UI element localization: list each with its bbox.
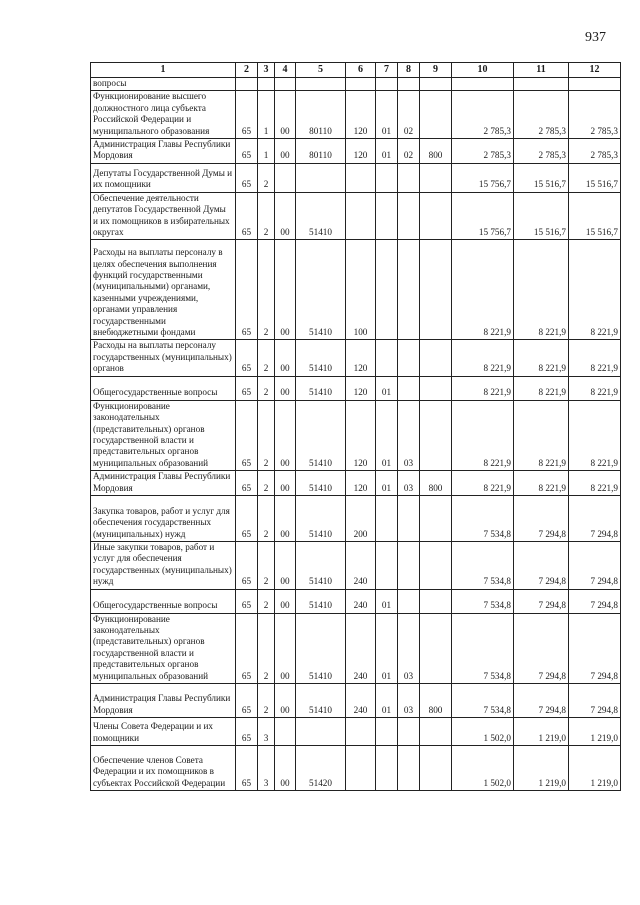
code-ministry: 65 xyxy=(236,589,258,613)
table-row xyxy=(91,139,621,164)
code-recipient xyxy=(420,340,452,376)
code-recipient xyxy=(420,400,452,470)
code-program: 00 xyxy=(275,613,296,683)
code-ministry: 65 xyxy=(236,163,258,192)
code-target: 51410 xyxy=(296,589,346,613)
code-section: 2 xyxy=(258,541,275,589)
amount-col-11: 15 516,7 xyxy=(514,192,569,240)
code-program: 00 xyxy=(275,340,296,376)
table-row xyxy=(91,746,621,791)
amount-col-10: 8 221,9 xyxy=(452,240,514,340)
code-section: 3 xyxy=(258,746,275,791)
code-expense-type xyxy=(346,192,376,240)
code-section xyxy=(258,78,275,91)
code-target xyxy=(296,718,346,746)
row-name: Обеспечение членов Совета Федерации и их помощников в субъектах Российской Федерации xyxy=(91,746,236,791)
code-subsection-detail xyxy=(398,192,420,240)
code-expense-type: 240 xyxy=(346,684,376,718)
amount-col-10: 2 785,3 xyxy=(452,91,514,139)
amount-col-10: 8 221,9 xyxy=(452,340,514,376)
code-recipient xyxy=(420,613,452,683)
code-recipient xyxy=(420,192,452,240)
code-subsection xyxy=(376,78,398,91)
code-subsection xyxy=(376,240,398,340)
code-target: 51410 xyxy=(296,613,346,683)
row-name: Функционирование высшего должностного лица субъекта Российской Федерации и муниципального образования xyxy=(91,91,236,139)
table-row xyxy=(91,376,621,400)
code-section: 2 xyxy=(258,589,275,613)
column-header: 10 xyxy=(452,63,514,78)
code-section: 3 xyxy=(258,718,275,746)
code-expense-type xyxy=(346,163,376,192)
amount-col-10: 15 756,7 xyxy=(452,163,514,192)
table-row xyxy=(91,718,621,746)
code-section: 2 xyxy=(258,163,275,192)
code-subsection-detail xyxy=(398,746,420,791)
row-name: вопросы xyxy=(91,78,236,91)
code-program xyxy=(275,78,296,91)
code-subsection-detail xyxy=(398,541,420,589)
row-name: Общегосударственные вопросы xyxy=(91,589,236,613)
amount-col-12: 8 221,9 xyxy=(569,376,621,400)
code-ministry: 65 xyxy=(236,192,258,240)
row-name: Расходы на выплаты персоналу в целях обеспечения выполнения функций государственными (муниципальными) органами, казенными учреждениями, органами управления государственными внебюджетными фондами xyxy=(91,240,236,340)
row-name: Закупка товаров, работ и услуг для обеспечения государственных (муниципальных) нужд xyxy=(91,495,236,541)
code-target: 80110 xyxy=(296,91,346,139)
code-program: 00 xyxy=(275,192,296,240)
code-target: 51410 xyxy=(296,192,346,240)
amount-col-11 xyxy=(514,78,569,91)
code-recipient xyxy=(420,746,452,791)
page-number: 937 xyxy=(585,30,606,45)
code-subsection: 01 xyxy=(376,589,398,613)
code-target: 80110 xyxy=(296,139,346,164)
code-section: 2 xyxy=(258,376,275,400)
code-ministry: 65 xyxy=(236,139,258,164)
code-recipient xyxy=(420,163,452,192)
column-header: 12 xyxy=(569,63,621,78)
amount-col-12: 7 294,8 xyxy=(569,495,621,541)
code-subsection xyxy=(376,541,398,589)
row-name: Функционирование законодательных (представительных) органов государственной власти и представительных органов муниципальных образований xyxy=(91,400,236,470)
code-expense-type: 120 xyxy=(346,376,376,400)
code-recipient xyxy=(420,541,452,589)
amount-col-11: 7 294,8 xyxy=(514,541,569,589)
table-row xyxy=(91,78,621,91)
code-ministry: 65 xyxy=(236,746,258,791)
code-subsection xyxy=(376,192,398,240)
amount-col-10: 2 785,3 xyxy=(452,139,514,164)
code-program: 00 xyxy=(275,400,296,470)
code-expense-type: 120 xyxy=(346,471,376,496)
code-subsection-detail: 03 xyxy=(398,684,420,718)
code-section: 1 xyxy=(258,139,275,164)
code-subsection: 01 xyxy=(376,376,398,400)
code-subsection-detail: 02 xyxy=(398,139,420,164)
amount-col-10: 8 221,9 xyxy=(452,376,514,400)
amount-col-10: 8 221,9 xyxy=(452,471,514,496)
row-name: Общегосударственные вопросы xyxy=(91,376,236,400)
row-name: Функционирование законодательных (представительных) органов государственной власти и представительных органов муниципальных образований xyxy=(91,613,236,683)
code-recipient: 800 xyxy=(420,139,452,164)
code-recipient xyxy=(420,240,452,340)
code-subsection xyxy=(376,495,398,541)
code-section: 2 xyxy=(258,495,275,541)
code-target: 51410 xyxy=(296,541,346,589)
code-expense-type: 240 xyxy=(346,613,376,683)
amount-col-11: 8 221,9 xyxy=(514,376,569,400)
table-row xyxy=(91,471,621,496)
row-name: Члены Совета Федерации и их помощники xyxy=(91,718,236,746)
code-subsection: 01 xyxy=(376,684,398,718)
code-expense-type: 120 xyxy=(346,139,376,164)
code-program: 00 xyxy=(275,541,296,589)
code-subsection: 01 xyxy=(376,400,398,470)
code-subsection xyxy=(376,340,398,376)
amount-col-11: 15 516,7 xyxy=(514,163,569,192)
column-header: 7 xyxy=(376,63,398,78)
code-recipient xyxy=(420,718,452,746)
code-subsection: 01 xyxy=(376,139,398,164)
code-recipient xyxy=(420,589,452,613)
code-program: 00 xyxy=(275,471,296,496)
row-name: Администрация Главы Республики Мордовия xyxy=(91,684,236,718)
amount-col-10: 15 756,7 xyxy=(452,192,514,240)
table-row xyxy=(91,91,621,139)
code-target: 51410 xyxy=(296,495,346,541)
code-subsection: 01 xyxy=(376,613,398,683)
column-header: 11 xyxy=(514,63,569,78)
code-expense-type: 120 xyxy=(346,340,376,376)
code-section: 2 xyxy=(258,240,275,340)
code-ministry: 65 xyxy=(236,684,258,718)
code-expense-type: 100 xyxy=(346,240,376,340)
code-section: 2 xyxy=(258,192,275,240)
code-section: 2 xyxy=(258,340,275,376)
table-row xyxy=(91,589,621,613)
column-header: 2 xyxy=(236,63,258,78)
code-expense-type xyxy=(346,78,376,91)
code-target: 51410 xyxy=(296,340,346,376)
code-ministry: 65 xyxy=(236,613,258,683)
amount-col-11: 2 785,3 xyxy=(514,139,569,164)
table-row xyxy=(91,340,621,376)
table-row xyxy=(91,684,621,718)
code-ministry: 65 xyxy=(236,240,258,340)
amount-col-12: 7 294,8 xyxy=(569,589,621,613)
amount-col-11: 8 221,9 xyxy=(514,240,569,340)
amount-col-11: 7 294,8 xyxy=(514,495,569,541)
code-subsection-detail xyxy=(398,340,420,376)
code-ministry: 65 xyxy=(236,340,258,376)
code-target: 51410 xyxy=(296,684,346,718)
amount-col-11: 1 219,0 xyxy=(514,746,569,791)
code-ministry: 65 xyxy=(236,376,258,400)
code-section: 2 xyxy=(258,613,275,683)
code-subsection-detail xyxy=(398,589,420,613)
amount-col-11: 7 294,8 xyxy=(514,589,569,613)
row-name: Администрация Главы Республики Мордовия xyxy=(91,139,236,164)
column-header: 5 xyxy=(296,63,346,78)
code-recipient xyxy=(420,91,452,139)
table-row xyxy=(91,240,621,340)
column-header: 6 xyxy=(346,63,376,78)
code-subsection-detail: 03 xyxy=(398,400,420,470)
amount-col-12: 7 294,8 xyxy=(569,613,621,683)
row-name: Депутаты Государственной Думы и их помощники xyxy=(91,163,236,192)
code-section: 2 xyxy=(258,471,275,496)
code-expense-type: 120 xyxy=(346,400,376,470)
code-ministry: 65 xyxy=(236,495,258,541)
amount-col-12: 2 785,3 xyxy=(569,139,621,164)
amount-col-12: 15 516,7 xyxy=(569,163,621,192)
code-recipient xyxy=(420,376,452,400)
code-ministry xyxy=(236,78,258,91)
table-row xyxy=(91,192,621,240)
code-program: 00 xyxy=(275,746,296,791)
amount-col-10: 8 221,9 xyxy=(452,400,514,470)
code-subsection-detail xyxy=(398,718,420,746)
table-header-row xyxy=(91,63,621,78)
amount-col-12: 1 219,0 xyxy=(569,746,621,791)
code-program: 00 xyxy=(275,684,296,718)
code-expense-type: 120 xyxy=(346,91,376,139)
code-recipient xyxy=(420,495,452,541)
amount-col-11: 7 294,8 xyxy=(514,613,569,683)
code-target xyxy=(296,163,346,192)
code-section: 2 xyxy=(258,684,275,718)
code-subsection-detail xyxy=(398,240,420,340)
row-name: Администрация Главы Республики Мордовия xyxy=(91,471,236,496)
code-ministry: 65 xyxy=(236,91,258,139)
row-name: Иные закупки товаров, работ и услуг для обеспечения государственных (муниципальных) нужд xyxy=(91,541,236,589)
code-recipient: 800 xyxy=(420,684,452,718)
code-subsection xyxy=(376,163,398,192)
amount-col-10: 7 534,8 xyxy=(452,684,514,718)
amount-col-12 xyxy=(569,78,621,91)
table-row xyxy=(91,613,621,683)
code-subsection xyxy=(376,718,398,746)
amount-col-11: 1 219,0 xyxy=(514,718,569,746)
code-program: 00 xyxy=(275,376,296,400)
code-subsection: 01 xyxy=(376,91,398,139)
column-header: 1 xyxy=(91,63,236,78)
amount-col-12: 7 294,8 xyxy=(569,684,621,718)
code-program xyxy=(275,718,296,746)
column-header: 3 xyxy=(258,63,275,78)
code-subsection-detail xyxy=(398,495,420,541)
amount-col-10: 1 502,0 xyxy=(452,718,514,746)
amount-col-11: 2 785,3 xyxy=(514,91,569,139)
code-subsection-detail: 02 xyxy=(398,91,420,139)
code-program: 00 xyxy=(275,139,296,164)
code-target: 51420 xyxy=(296,746,346,791)
code-subsection-detail xyxy=(398,78,420,91)
code-section: 1 xyxy=(258,91,275,139)
code-subsection xyxy=(376,746,398,791)
amount-col-12: 8 221,9 xyxy=(569,340,621,376)
amount-col-10: 7 534,8 xyxy=(452,495,514,541)
budget-table xyxy=(90,62,621,791)
amount-col-11: 8 221,9 xyxy=(514,400,569,470)
code-expense-type: 240 xyxy=(346,589,376,613)
table-row xyxy=(91,163,621,192)
table-row xyxy=(91,541,621,589)
column-header: 8 xyxy=(398,63,420,78)
amount-col-11: 7 294,8 xyxy=(514,684,569,718)
amount-col-12: 2 785,3 xyxy=(569,91,621,139)
code-ministry: 65 xyxy=(236,400,258,470)
amount-col-11: 8 221,9 xyxy=(514,340,569,376)
code-program: 00 xyxy=(275,495,296,541)
code-expense-type: 200 xyxy=(346,495,376,541)
row-name: Расходы на выплаты персоналу государственных (муниципальных) органов xyxy=(91,340,236,376)
code-ministry: 65 xyxy=(236,541,258,589)
code-subsection: 01 xyxy=(376,471,398,496)
amount-col-10 xyxy=(452,78,514,91)
amount-col-10: 7 534,8 xyxy=(452,541,514,589)
code-program xyxy=(275,163,296,192)
code-target: 51410 xyxy=(296,471,346,496)
amount-col-12: 1 219,0 xyxy=(569,718,621,746)
code-subsection-detail xyxy=(398,163,420,192)
amount-col-10: 7 534,8 xyxy=(452,589,514,613)
column-header: 4 xyxy=(275,63,296,78)
code-subsection-detail xyxy=(398,376,420,400)
amount-col-12: 8 221,9 xyxy=(569,400,621,470)
row-name: Обеспечение деятельности депутатов Государственной Думы и их помощников в избирательных округах xyxy=(91,192,236,240)
code-target: 51410 xyxy=(296,400,346,470)
table-row xyxy=(91,495,621,541)
amount-col-11: 8 221,9 xyxy=(514,471,569,496)
code-section: 2 xyxy=(258,400,275,470)
amount-col-10: 1 502,0 xyxy=(452,746,514,791)
table-row xyxy=(91,400,621,470)
amount-col-12: 7 294,8 xyxy=(569,541,621,589)
code-expense-type xyxy=(346,746,376,791)
code-subsection-detail: 03 xyxy=(398,471,420,496)
code-expense-type xyxy=(346,718,376,746)
code-target: 51410 xyxy=(296,240,346,340)
amount-col-12: 8 221,9 xyxy=(569,471,621,496)
code-program: 00 xyxy=(275,91,296,139)
column-header: 9 xyxy=(420,63,452,78)
code-ministry: 65 xyxy=(236,471,258,496)
code-program: 00 xyxy=(275,589,296,613)
code-expense-type: 240 xyxy=(346,541,376,589)
code-target xyxy=(296,78,346,91)
code-recipient: 800 xyxy=(420,471,452,496)
table-body xyxy=(91,78,621,791)
amount-col-10: 7 534,8 xyxy=(452,613,514,683)
code-recipient xyxy=(420,78,452,91)
code-subsection-detail: 03 xyxy=(398,613,420,683)
amount-col-12: 8 221,9 xyxy=(569,240,621,340)
code-target: 51410 xyxy=(296,376,346,400)
amount-col-12: 15 516,7 xyxy=(569,192,621,240)
code-program: 00 xyxy=(275,240,296,340)
code-ministry: 65 xyxy=(236,718,258,746)
